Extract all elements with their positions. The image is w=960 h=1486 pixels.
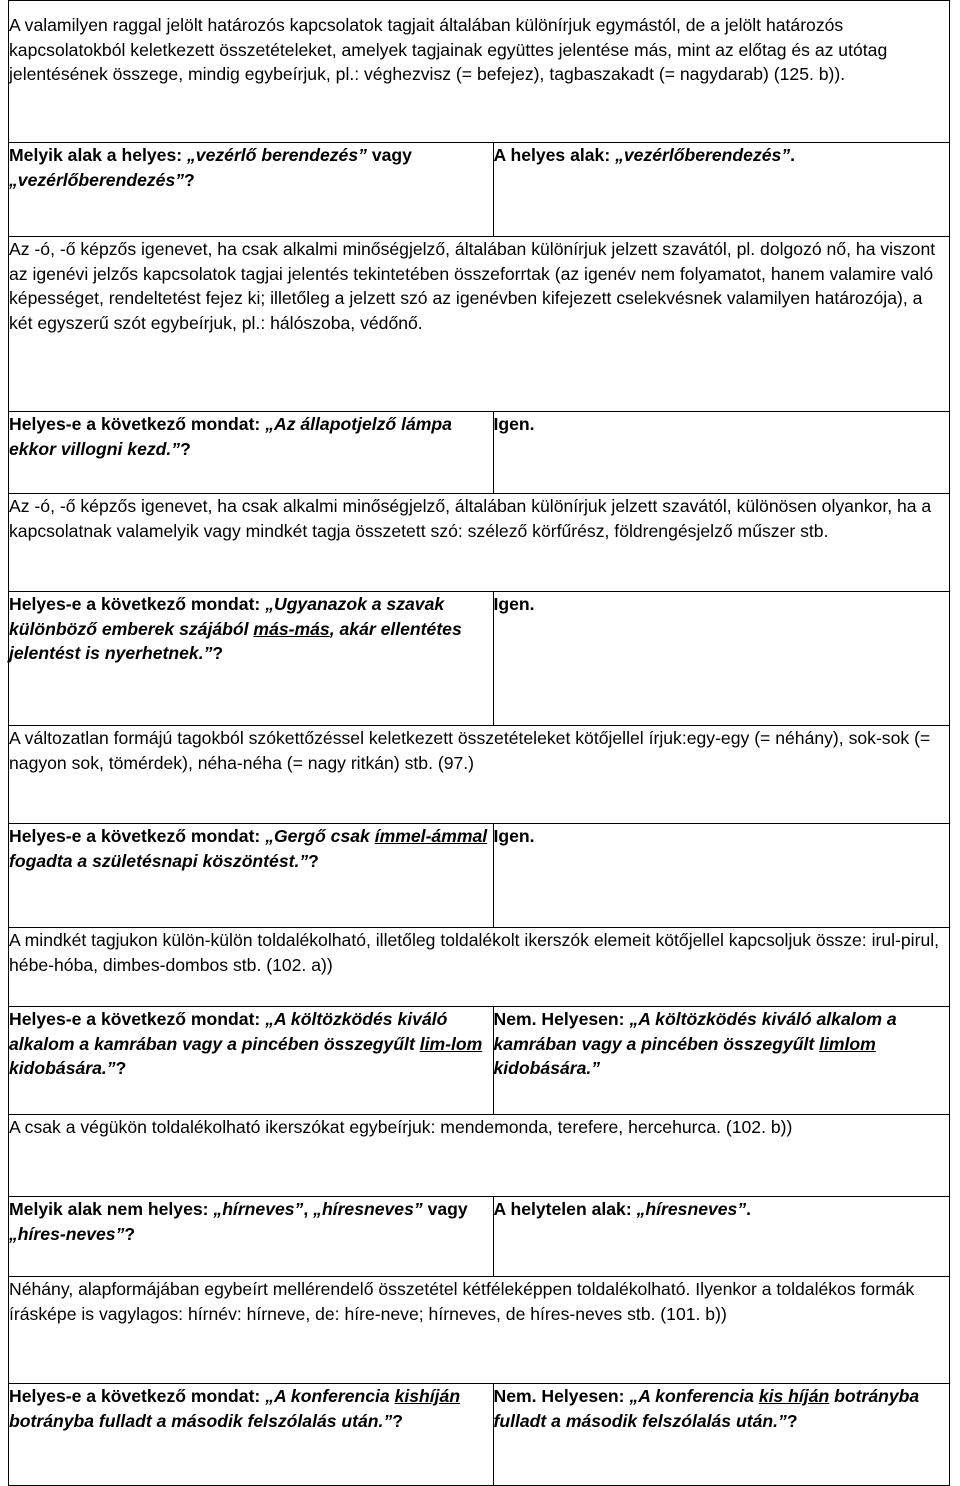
question-row [9,1007,950,1115]
question-cell: Melyik alak nem helyes: „hírneves”, „híresneves” vagy „híres-neves”? [9,1197,494,1277]
answer-cell: Igen. [493,592,950,726]
rule-text: Az -ó, -ő képzős igenevet, ha csak alkalmi minőségjelző, általában különírjuk jelzett szavától, különösen olyankor, ha a kapcsolatnak valamelyik vagy mindkét tagja összetett szó: szélező körfűrész, földrengésjelző műszer stb. [9,494,950,592]
question-row [9,592,950,726]
rule-text: A változatlan formájú tagokból szókettőzéssel keletkezett összetételeket kötőjellel írjuk:egy-egy (= néhány), sok-sok (= nagyon sok, tömérdek), néha-néha (= nagy ritkán) stb. (97.) [9,726,950,824]
answer-cell: A helyes alak: „vezérlőberendezés”. [493,143,950,237]
question-cell: Helyes-e a következő mondat: „Ugyanazok a szavak különböző emberek szájából más-más, akár ellentétes jelentést is nyerhetnek.”? [9,592,494,726]
document-table [8,0,950,1486]
answer-cell: Igen. [493,824,950,928]
question-row [9,143,950,237]
answer-cell: Igen. [493,412,950,494]
question-cell: Helyes-e a következő mondat: „A költözködés kiváló alkalom a kamrában vagy a pincében összegyűlt lim-lom kidobására.”? [9,1007,494,1115]
rule-text: A mindkét tagjukon külön-külön toldalékolható, illetőleg toldalékolt ikerszók elemeit kötőjellel kapcsoljuk össze: irul-pirul, hébe-hóba, dimbes-dombos stb. (102. a)) [9,928,950,1007]
rule-row [9,1,950,143]
question-cell: Helyes-e a következő mondat: „Az állapotjelző lámpa ekkor villogni kezd.”? [9,412,494,494]
answer-cell: Nem. Helyesen: „A konferencia kis híján botrányba fulladt a második felszólalás után.”? [493,1384,950,1486]
rule-text: Néhány, alapformájában egybeírt mellérendelő összetétel kétféleképpen toldalékolható. Ilyenkor a toldalékos formák írásképe is vagylagos: hírnév: hírneve, de: híre-neve; hírneves, de híres-neves stb. (101. b)) [9,1277,950,1384]
question-row [9,1384,950,1486]
rule-row [9,494,950,592]
rule-row [9,928,950,1007]
answer-cell: Nem. Helyesen: „A költözködés kiváló alkalom a kamrában vagy a pincében összegyűlt limlom kidobására.” [493,1007,950,1115]
rule-text: A csak a végükön toldalékolható ikerszókat egybeírjuk: mendemonda, terefere, hercehurca. (102. b)) [9,1115,950,1197]
rule-row [9,237,950,412]
rule-row [9,1277,950,1384]
rule-row [9,726,950,824]
rule-text: A valamilyen raggal jelölt határozós kapcsolatok tagjait általában különírjuk egymástól, de a jelölt határozós kapcsolatokból keletkezett összetételeket, amelyek tagjainak együttes jelentése más, mint az előtag és az utótag jelentésének összege, mindig egybeírjuk, pl.: véghezvisz (= befejez), tagbaszakadt (= nagydarab) (125. b)). [9,1,950,143]
question-row [9,824,950,928]
question-row [9,412,950,494]
question-row [9,1197,950,1277]
question-cell: Helyes-e a következő mondat: „Gergő csak ímmel-ámmal fogadta a születésnapi köszöntést.”? [9,824,494,928]
rule-text: Az -ó, -ő képzős igenevet, ha csak alkalmi minőségjelző, általában különírjuk jelzett szavától, pl. dolgozó nő, ha viszont az igenévi jelzős kapcsolatok tagjai jelentés tekintetében összeforrtak (az igenév nem folyamatot, hanem valamire való képességet, rendeltetést fejez ki; illetőleg a jelzett szó az igenévben kifejezett cselekvésnek valamilyen határozója), a két egyszerű szót egybeírjuk, pl.: hálószoba, védőnő. [9,237,950,412]
answer-cell: A helytelen alak: „híresneves”. [493,1197,950,1277]
question-cell: Helyes-e a következő mondat: „A konferencia kishíján botrányba fulladt a második felszólalás után.”? [9,1384,494,1486]
question-cell: Melyik alak a helyes: „vezérlő berendezés” vagy „vezérlőberendezés”? [9,143,494,237]
rule-row [9,1115,950,1197]
